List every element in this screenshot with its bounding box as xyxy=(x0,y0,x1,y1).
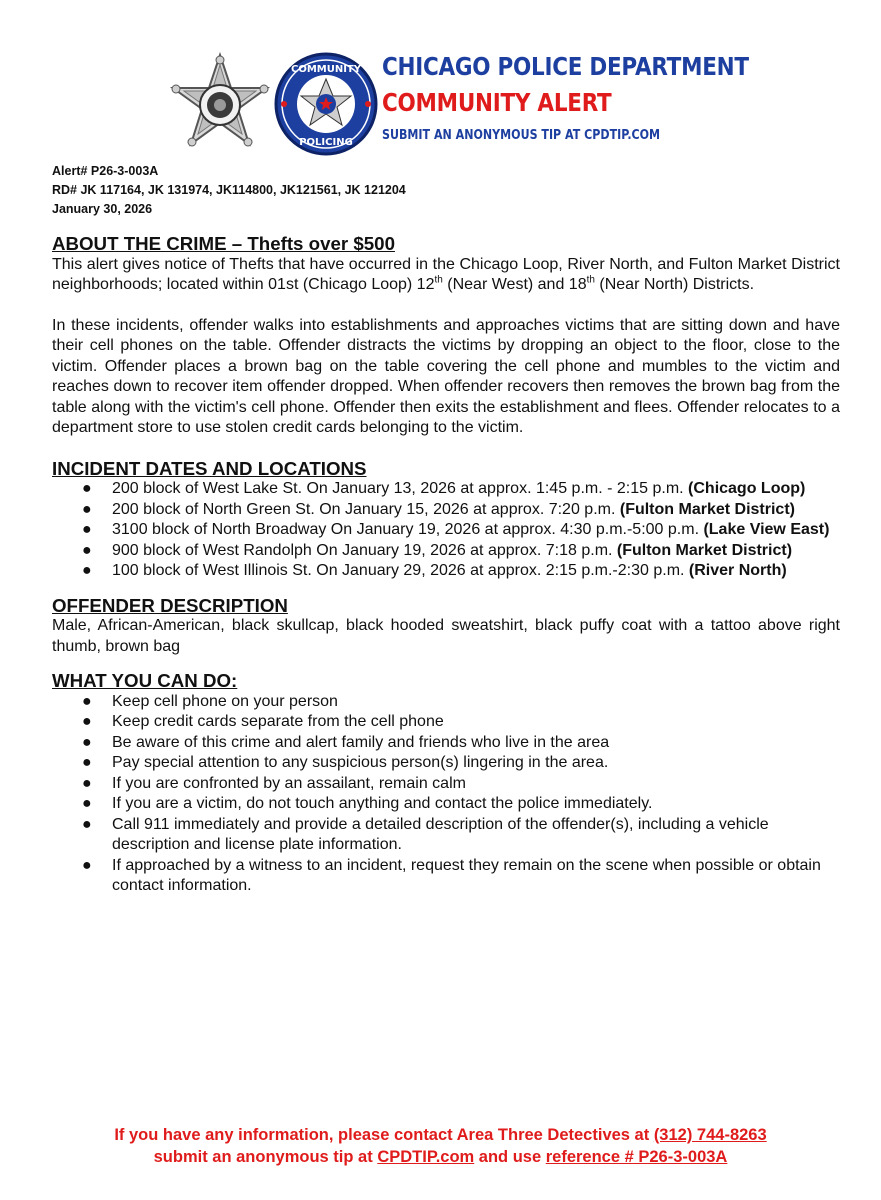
bullet-icon: ● xyxy=(82,500,92,518)
alert-body xyxy=(52,234,840,897)
list-item: ● 100 block of West Illinois St. On January 29, 2026 at approx. 2:15 p.m.-2:30 p.m. (River North) xyxy=(52,561,840,582)
about-paragraph-1: This alert gives notice of Thefts that have occurred in the Chicago Loop, River North, and Fulton Market District neighborhoods; located within 01st (Chicago Loop) 12th (Near West) and 18th (Near North) Districts. xyxy=(52,255,840,293)
list-item: ● Call 911 immediately and provide a detailed description of the offender(s), including a vehicle description and license plate information. xyxy=(82,815,769,853)
contact-footer xyxy=(0,1124,881,1168)
bullet-icon: ● xyxy=(82,754,92,771)
offender-heading: OFFENDER DESCRIPTION xyxy=(52,594,288,616)
footer-line-1: If you have any information, please contact Area Three Detectives at (312) 744-8263 xyxy=(114,1126,767,1144)
bullet-icon: ● xyxy=(82,562,92,579)
detective-star-badge-icon xyxy=(168,52,272,156)
bullet-icon: ● xyxy=(82,774,92,792)
list-item: ● Be aware of this crime and alert family and friends who live in the area xyxy=(52,733,840,754)
bullet-icon: ● xyxy=(82,856,92,874)
bullet-icon: ● xyxy=(82,692,92,710)
cpdtip-link[interactable]: CPDTIP.com xyxy=(377,1148,475,1166)
list-item: ● 3100 block of North Broadway On January 19, 2026 at approx. 4:30 p.m.-5:00 p.m. (Lake View East) xyxy=(52,520,840,541)
svg-text:COMMUNITY: COMMUNITY xyxy=(290,64,362,75)
actions-heading: WHAT YOU CAN DO: xyxy=(52,670,238,691)
incidents-heading: INCIDENT DATES AND LOCATIONS xyxy=(52,457,367,479)
phone-link[interactable]: (312) 744-8263 xyxy=(653,1126,767,1144)
about-paragraph-2: In these incidents, offender walks into establishments and approaches victims that are sitting down and have their cell phones on the table. Offender distracts the victims by dropping an object to the floor, close to the victim. Offender places a brown bag on the table covering the cell phone and mumbles to the victim and reaches down to recover item offender dropped. When offender recovers then removes the brown bag from the table along with the victim's cell phone. Offender then exits the establishment and flees. Offender relocates to a department store to use stolen credit cards belonging to the victim. xyxy=(52,316,840,436)
rd-numbers: RD# JK 117164, JK 131974, JK114800, JK121561, JK 121204 xyxy=(52,183,406,197)
header-subtitle: COMMUNITY ALERT xyxy=(382,88,612,117)
bullet-icon: ● xyxy=(82,713,92,730)
bullet-icon: ● xyxy=(82,815,92,833)
list-item: ● If approached by a witness to an incident, request they remain on the scene when possible or obtain contact information. xyxy=(82,856,821,894)
svg-text:POLICING: POLICING xyxy=(299,137,353,148)
list-item: ● 200 block of West Lake St. On January 13, 2026 at approx. 1:45 p.m. - 2:15 p.m. (Chicago Loop) xyxy=(52,479,840,500)
list-item: ● If you are a victim, do not touch anything and contact the police immediately. xyxy=(52,794,840,815)
header-title: CHICAGO POLICE DEPARTMENT xyxy=(382,52,749,81)
list-item: ● If you are confronted by an assailant, remain calm xyxy=(52,774,840,795)
bullet-icon: ● xyxy=(82,521,92,538)
alert-number: Alert# P26-3-003A xyxy=(52,164,159,178)
alert-date: January 30, 2026 xyxy=(52,202,153,216)
list-item: ● 900 block of West Randolph On January 19, 2026 at approx. 7:18 p.m. (Fulton Market District) xyxy=(52,541,840,562)
bullet-icon: ● xyxy=(82,480,92,497)
list-item: ● 200 block of North Green St. On January 15, 2026 at approx. 7:20 p.m. (Fulton Market District) xyxy=(52,500,840,521)
footer-line-2: submit an anonymous tip at CPDTIP.com and use reference # P26-3-003A xyxy=(153,1148,728,1166)
offender-description: Male, African-American, black skullcap, black hooded sweatshirt, black puffy coat with a tattoo above right thumb, brown bag xyxy=(52,617,840,655)
incident-list xyxy=(52,479,840,582)
list-item: ● Keep cell phone on your person xyxy=(52,692,840,713)
alert-meta xyxy=(52,162,406,219)
about-heading: ABOUT THE CRIME – Thefts over $500 xyxy=(52,233,395,254)
header-tip-line: SUBMIT AN ANONYMOUS TIP AT CPDTIP.COM xyxy=(382,127,661,143)
list-item: ● Keep credit cards separate from the cell phone xyxy=(52,712,840,733)
bullet-icon: ● xyxy=(82,795,92,812)
community-policing-badge-icon xyxy=(272,52,380,156)
bullet-icon: ● xyxy=(82,733,92,751)
bullet-icon: ● xyxy=(82,541,92,559)
reference-number: reference # P26-3-003A xyxy=(545,1148,728,1166)
list-item: ● Pay special attention to any suspicious person(s) lingering in the area. xyxy=(52,753,840,774)
actions-list xyxy=(52,692,840,897)
